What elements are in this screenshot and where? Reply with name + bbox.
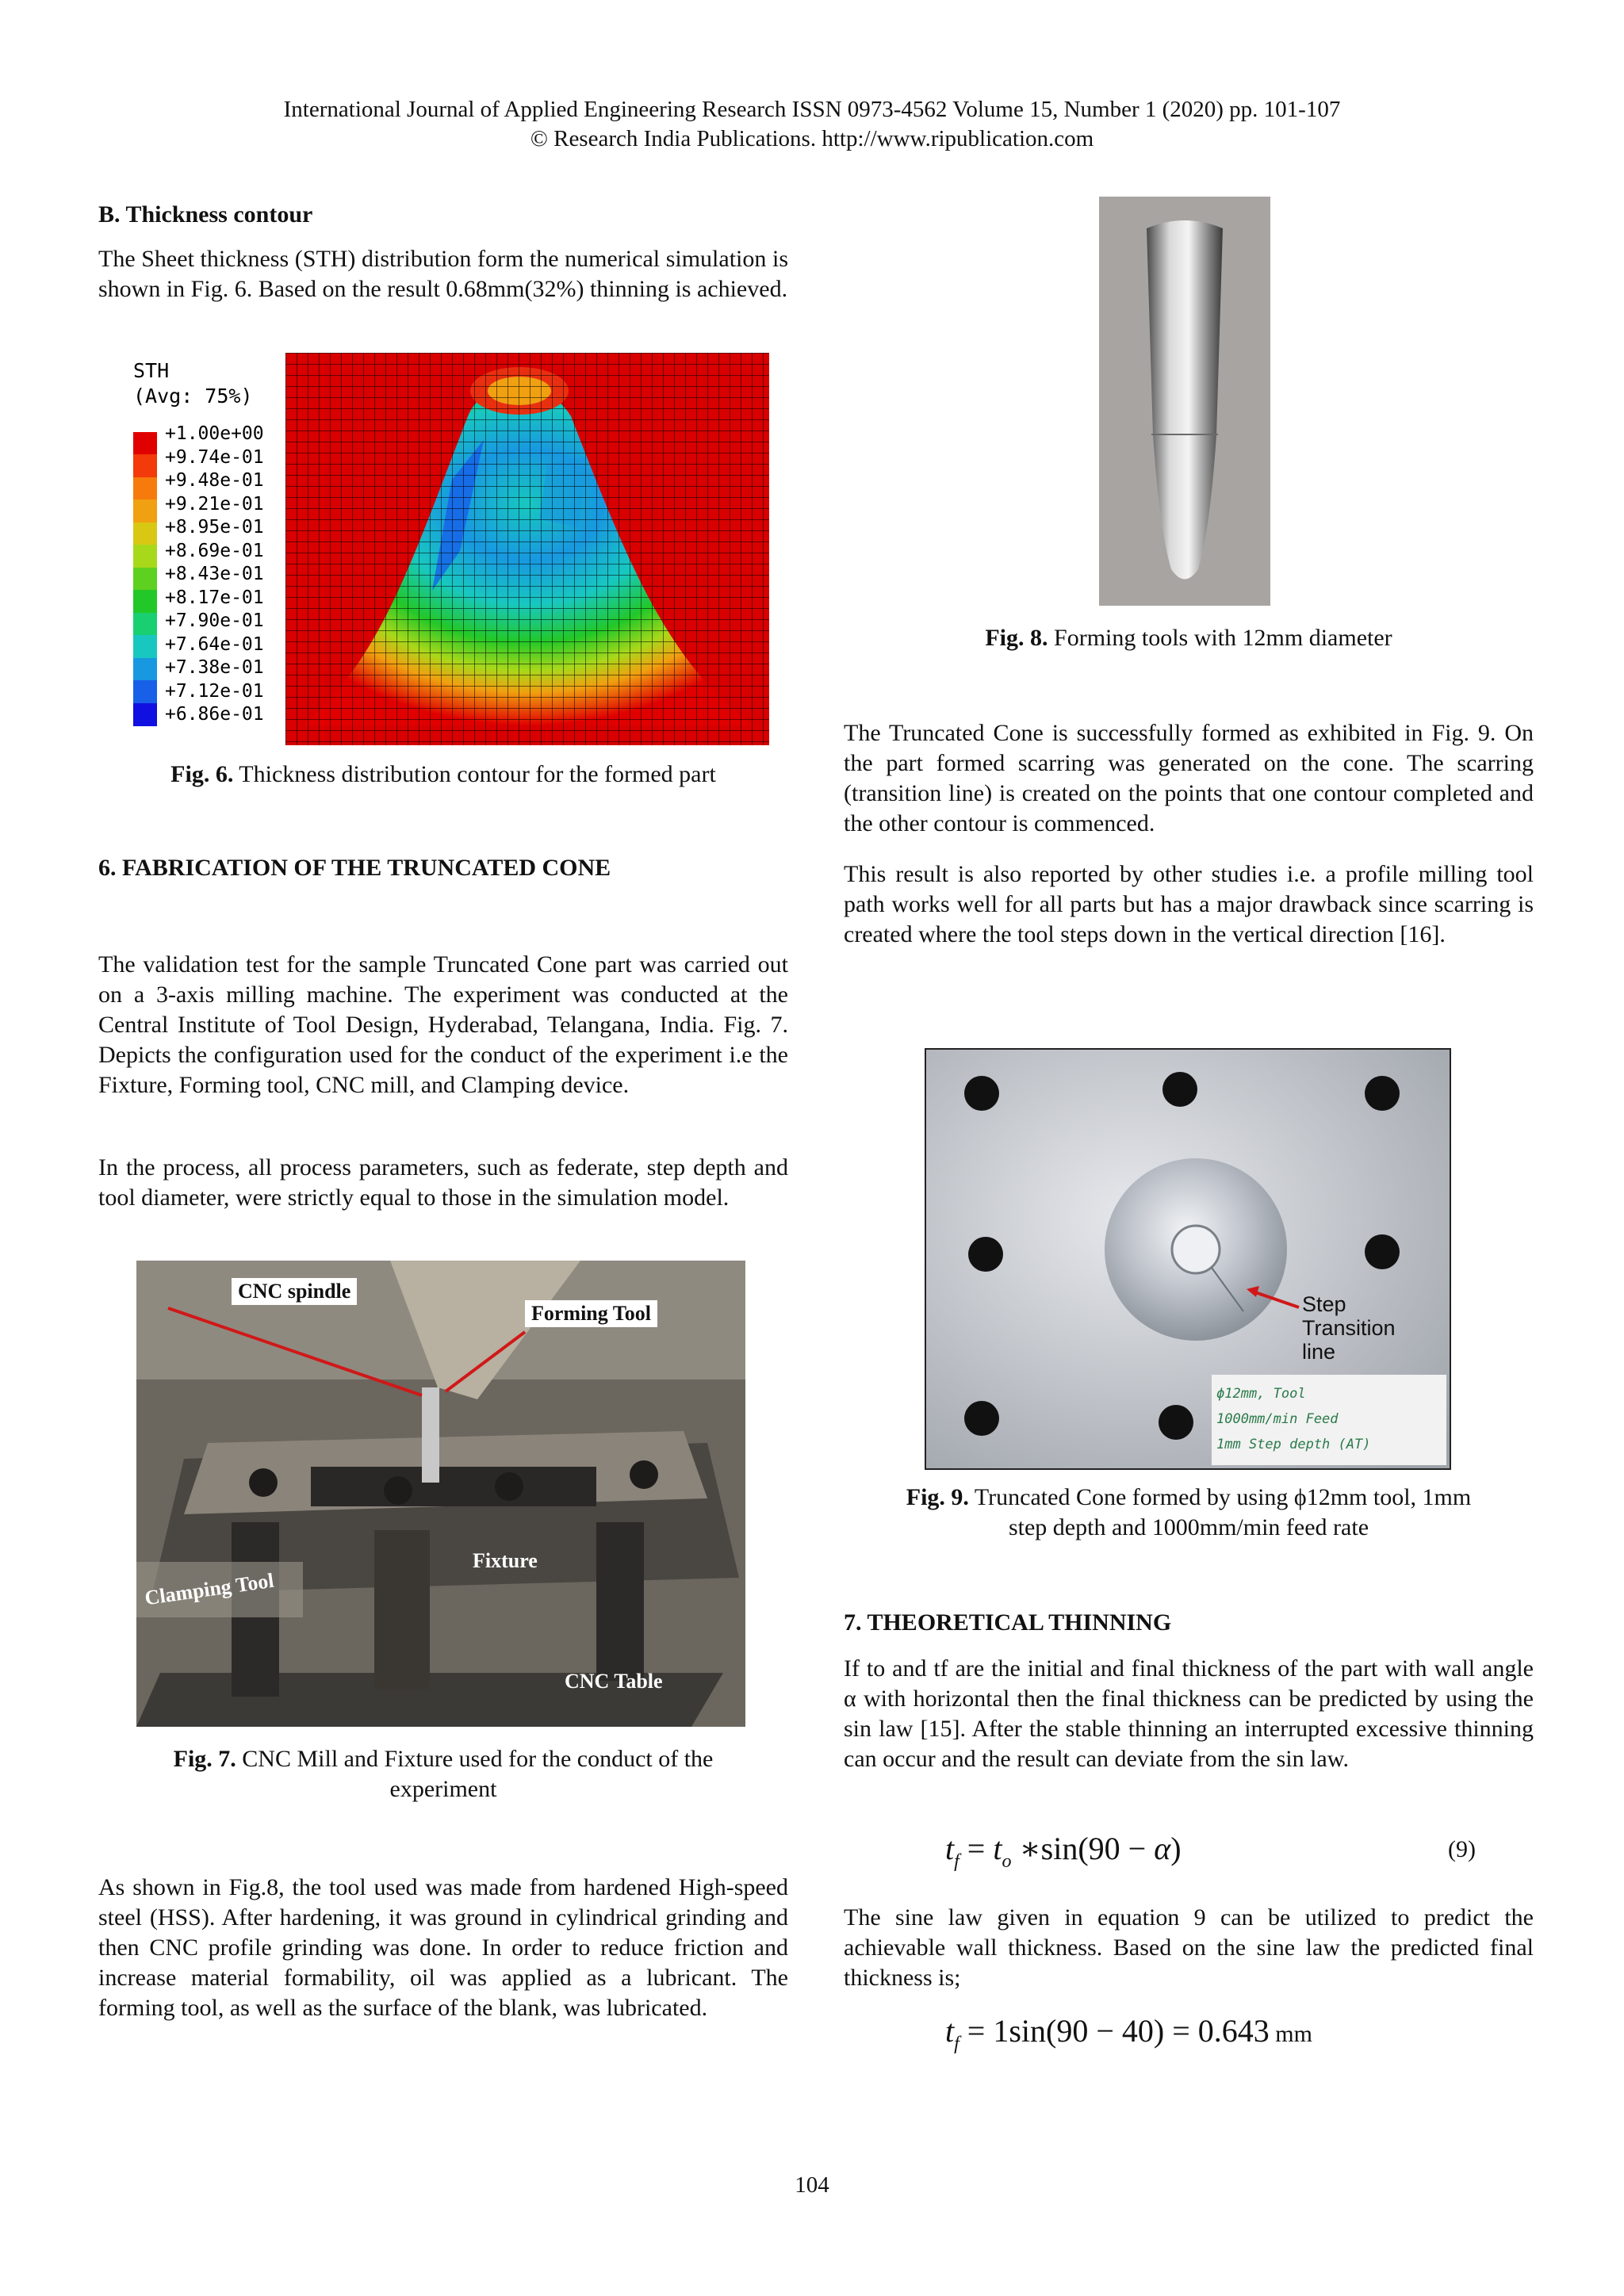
note-line3: 1mm Step depth (AT) [1216, 1437, 1371, 1452]
eq9-sub-f: f [954, 1851, 959, 1872]
annotation-line2: Transition [1302, 1316, 1396, 1340]
label-forming-tool: Forming Tool [525, 1300, 657, 1327]
section-7-paragraph-1: If to and tf are the initial and final thickness of the part with wall angle α with horizontal then the final thickness can be predicted by using the sin law [15]. After the stable thinning an interrupted excessive thinning can occur and the result can deviate from the sin law. [844, 1655, 1534, 1772]
label-clamping-tool: Clamping Tool [143, 1568, 276, 1610]
legend-colorbar [133, 432, 157, 725]
section-7-title: 7. THEORETICAL THINNING [844, 1609, 1172, 1636]
eqf-expr: = 1sin(90 − 40) = 0.643 [959, 2013, 1270, 2049]
section-6-title: 6. FABRICATION OF THE TRUNCATED CONE [98, 855, 611, 881]
legend-value: +7.38e-01 [165, 657, 264, 678]
annotation-line3: line [1302, 1340, 1336, 1364]
figure-6-caption-text: Thickness distribution contour for the formed part [233, 761, 716, 787]
figure-9-caption [844, 1483, 1534, 1543]
legend-swatch [133, 680, 157, 703]
legend-value: +9.21e-01 [165, 493, 264, 515]
section-b-title: B. Thickness contour [98, 201, 313, 228]
journal-header-line2: © Research India Publications. http://www.ripublication.com [530, 126, 1094, 151]
eqf-unit: mm [1269, 2021, 1312, 2047]
legend-swatch [133, 568, 157, 591]
eq9-equals: = [959, 1831, 994, 1866]
equation-9-number: (9) [1448, 1836, 1476, 1862]
figure-6-caption [98, 760, 788, 790]
eqf-t: t [945, 2013, 955, 2049]
legend-swatch [133, 432, 157, 455]
figure-7-caption [98, 1744, 788, 1804]
page-number: 104 [795, 2172, 829, 2198]
eq9-t2: t [993, 1831, 1002, 1866]
figure-7-caption-line1: CNC Mill and Fixture used for the conduct of the [236, 1746, 714, 1772]
equation-9 [945, 1830, 1182, 1872]
figure-6-caption-label: Fig. 6. [170, 761, 234, 787]
figure-9-caption-line1: Truncated Cone formed by using ϕ12mm tool, 1mm [968, 1484, 1472, 1510]
legend-swatch [133, 590, 157, 613]
legend-swatch [133, 658, 157, 681]
legend-value: +9.74e-01 [165, 446, 264, 468]
eq9-close: ) [1170, 1831, 1182, 1866]
figure-6 [127, 353, 769, 745]
note-line1: ϕ12mm, Tool [1216, 1386, 1306, 1402]
figure-7-caption-line2: experiment [389, 1776, 497, 1802]
legend-swatch [133, 454, 157, 477]
figure-7-caption-label: Fig. 7. [173, 1746, 236, 1772]
legend-values [165, 423, 264, 727]
section-6-paragraph-3: As shown in Fig.8, the tool used was made from hardened High-speed steel (HSS). After hardening, it was ground in cylindrical grinding and then CNC profile grinding was done. In order to reduce friction and increase material formability, oil was applied as a lubricant. The forming tool, as well as the surface of the blank, was lubricated. [98, 1874, 788, 2021]
figure-8-caption-text: Forming tools with 12mm diameter [1048, 625, 1392, 651]
eq9-t: t [945, 1831, 955, 1866]
legend-swatch [133, 499, 157, 522]
legend-value: +8.17e-01 [165, 587, 264, 608]
legend-value: +7.90e-01 [165, 610, 264, 631]
equation-final-thickness [945, 2012, 1312, 2054]
figure-9-caption-label: Fig. 9. [906, 1484, 969, 1510]
section-6-paragraph-2: In the process, all process parameters, such as federate, step depth and tool diameter, were strictly equal to those in the simulation model. [98, 1154, 788, 1211]
figure-7 [136, 1261, 745, 1727]
label-cnc-spindle: CNC spindle [232, 1278, 357, 1305]
thickness-contour-plot [285, 353, 769, 745]
fixture-photo [136, 1261, 745, 1727]
legend-swatch [133, 613, 157, 636]
label-fixture: Fixture [473, 1549, 538, 1572]
right-paragraph-1: The Truncated Cone is successfully formed as exhibited in Fig. 9. On the part formed scarring was generated on the cone. The scarring (transition line) is created on the points that one contour completed and the other contour is commenced. [844, 720, 1534, 836]
legend-value: +7.12e-01 [165, 680, 264, 702]
legend-value: +6.86e-01 [165, 704, 264, 725]
legend-title: STH [133, 359, 170, 382]
note-line2: 1000mm/min Feed [1216, 1411, 1339, 1427]
figure-8-caption-label: Fig. 8. [985, 625, 1048, 651]
legend-swatch [133, 477, 157, 500]
legend-swatch [133, 545, 157, 568]
figure-8-caption [844, 623, 1534, 653]
figure-9-caption-line2: step depth and 1000mm/min feed rate [1008, 1514, 1369, 1540]
legend-subtitle: (Avg: 75%) [133, 385, 253, 408]
section-b-paragraph: The Sheet thickness (STH) distribution form the numerical simulation is shown in Fig. 6. Based on the result 0.68mm(32%) thinning is achieved. [98, 246, 788, 302]
eqf-sub-f: f [954, 2034, 959, 2054]
section-6-paragraph-1: The validation test for the sample Truncated Cone part was carried out on a 3-axis milling machine. The experiment was conducted at the Central Institute of Tool Design, Hyderabad, Telangana, India. Fig. 7. Depicts the configuration used for the conduct of the experiment i.e the Fixture, Forming tool, CNC mill, and Clamping device. [98, 951, 788, 1098]
annotation-line1: Step [1302, 1292, 1346, 1316]
label-cnc-table: CNC Table [565, 1670, 663, 1693]
right-paragraph-2: This result is also reported by other studies i.e. a profile milling tool path works well for all parts but has a major drawback since scarring is created where the tool steps down in the vertical direction [16]. [844, 861, 1534, 947]
legend-value: +7.64e-01 [165, 633, 264, 655]
legend-value: +1.00e+00 [165, 423, 264, 444]
eq9-sub-o: o [1002, 1851, 1012, 1872]
legend-value: +9.48e-01 [165, 470, 264, 491]
figure-8 [1099, 197, 1270, 606]
step-transition-annotation [1302, 1292, 1396, 1364]
handwritten-note [1216, 1381, 1370, 1457]
legend-swatch [133, 635, 157, 658]
forming-tool-photo [1099, 197, 1270, 606]
section-7-paragraph-2: The sine law given in equation 9 can be utilized to predict the achievable wall thickness. Based on the sine law the predicted final thickness is; [844, 1904, 1534, 1991]
eq9-alpha: α [1154, 1831, 1171, 1866]
journal-header-line1: International Journal of Applied Engineering Research ISSN 0973-4562 Volume 15, Number 1 (2020) pp. 101-107 [283, 97, 1341, 122]
legend-swatch [133, 703, 157, 726]
truncated-cone-photo [926, 1050, 1450, 1468]
legend-value: +8.43e-01 [165, 564, 264, 584]
legend-value: +8.69e-01 [165, 540, 264, 561]
legend-value: +8.95e-01 [165, 517, 264, 538]
eq9-rest: ∗sin(90 − [1011, 1831, 1155, 1866]
legend-swatch [133, 522, 157, 545]
figure-9 [925, 1048, 1451, 1470]
